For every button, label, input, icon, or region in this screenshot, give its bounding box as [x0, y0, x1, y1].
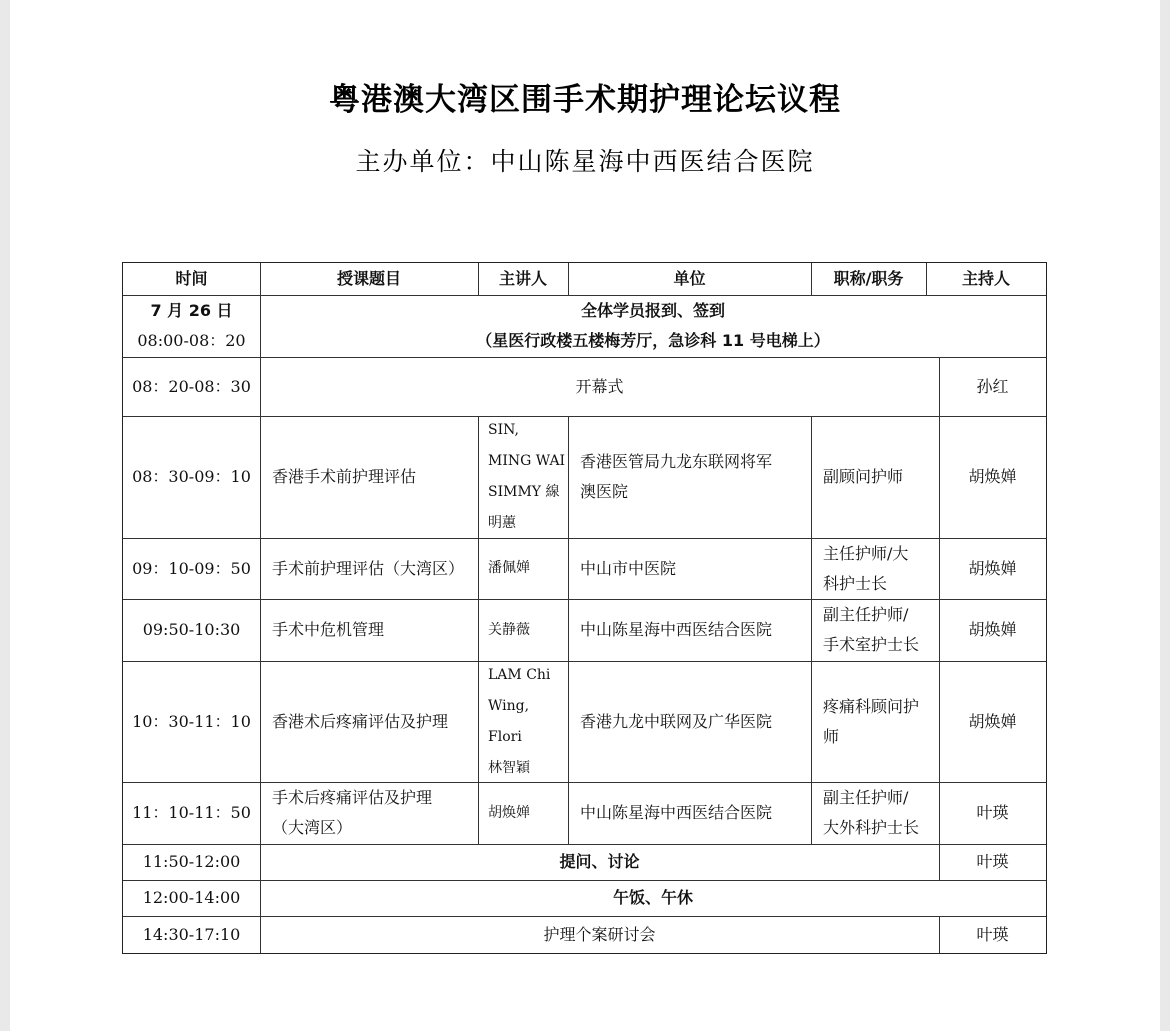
- case-host: 叶瑛: [976, 924, 1009, 944]
- document-title: 粤港澳大湾区围手术期护理论坛议程: [329, 82, 841, 118]
- session-position-lines: [823, 600, 919, 660]
- session-position-line: 副主任护师/: [823, 605, 909, 624]
- header-organization: 单位: [673, 269, 706, 288]
- session-organization: [568, 782, 811, 844]
- session-speaker-line: Wing,: [488, 697, 530, 714]
- session-organization: [568, 538, 811, 599]
- session-speaker-line: SIN,: [488, 422, 519, 438]
- session-time: 09：10-09：50: [132, 558, 251, 578]
- session-organization-lines: [580, 615, 772, 645]
- session-position-lines: [823, 539, 908, 599]
- session-position-line: 副顾问护师: [823, 467, 904, 486]
- session-topic-lines: [272, 707, 448, 737]
- session-time: 10：30-11：10: [132, 711, 251, 731]
- session-host: 胡焕婵: [968, 558, 1017, 578]
- session-topic-line: 手术中危机管理: [272, 620, 385, 639]
- session-host: 胡焕婵: [968, 620, 1017, 639]
- session-speaker: [478, 782, 568, 844]
- session-topic-line: （大湾区）: [272, 818, 353, 837]
- session-topic: [260, 782, 478, 844]
- session-time: 08：30-09：10: [132, 467, 251, 486]
- opening-host: 孙红: [976, 376, 1009, 396]
- session-speaker: [478, 599, 568, 661]
- session-position: [811, 416, 939, 538]
- session-organization: [568, 416, 811, 538]
- registration-time: 08:00-08：20: [137, 331, 246, 350]
- discussion-label: 提问、讨论: [559, 852, 640, 871]
- session-topic-line: 手术后疼痛评估及护理: [272, 788, 433, 807]
- registration-line2: （星医行政楼五楼梅芳厅，急诊科 11 号电梯上）: [476, 331, 830, 350]
- session-organization-lines: [580, 707, 772, 737]
- session-speaker: [478, 661, 568, 782]
- session-position-lines: [823, 783, 919, 843]
- session-position-line: 师: [823, 726, 840, 746]
- session-host: 胡焕婵: [968, 467, 1017, 486]
- session-topic: [260, 661, 478, 782]
- session-organization: [568, 599, 811, 661]
- lunch-label: 午饭、午休: [612, 888, 693, 907]
- agenda-table: [122, 262, 1047, 954]
- registration-line1: 全体学员报到、签到: [580, 301, 725, 320]
- document-subtitle: 主办单位：中山陈星海中西医结合医院: [355, 147, 815, 176]
- case-label: 护理个案研讨会: [543, 924, 656, 944]
- session-position: [811, 538, 939, 599]
- registration-time-cell: [123, 295, 260, 357]
- session-speaker-line: MING WAI: [488, 453, 566, 469]
- session-organization-lines: [580, 798, 772, 828]
- session-organization-line: 中山市中医院: [580, 558, 677, 578]
- session-speaker-lines: [488, 415, 565, 539]
- session-speaker-line: 关静薇: [488, 621, 530, 638]
- session-organization-lines: [580, 447, 772, 507]
- session-organization-line: 香港医管局九龙东联网将军: [580, 452, 773, 471]
- opening-time: 08：20-08：30: [132, 376, 251, 396]
- session-speaker-lines: [488, 615, 530, 646]
- session-topic-lines: [272, 615, 384, 645]
- session-speaker-line: 胡焕婵: [488, 804, 530, 821]
- session-speaker-line: 潘佩婵: [488, 560, 530, 576]
- session-speaker: [478, 538, 568, 599]
- session-position-line: 手术室护士长: [823, 635, 920, 654]
- session-organization-line: 香港九龙中联网及广华医院: [580, 711, 773, 731]
- session-topic-lines: [272, 554, 464, 584]
- session-speaker-line: SIMMY 線: [488, 484, 560, 500]
- header-topic: 授课题目: [336, 269, 401, 288]
- session-position-line: 科护士长: [823, 573, 888, 593]
- session-speaker-line: LAM Chi: [488, 666, 551, 683]
- session-organization-line: 中山陈星海中西医结合医院: [580, 620, 773, 639]
- session-time: 11：10-11：50: [132, 803, 251, 822]
- session-organization-line: 澳医院: [580, 482, 629, 501]
- header-host: 主持人: [961, 269, 1010, 288]
- header-position: 职称/职务: [833, 269, 904, 288]
- session-topic-lines: [272, 462, 416, 492]
- session-speaker: [478, 416, 568, 538]
- session-position-lines: [823, 692, 919, 752]
- session-speaker-line: 林智穎: [488, 759, 530, 776]
- session-topic-lines: [272, 783, 432, 843]
- session-topic: [260, 538, 478, 599]
- session-speaker-lines: [488, 553, 530, 584]
- session-speaker-lines: [488, 660, 550, 784]
- case-time: 14:30-17:10: [142, 924, 241, 944]
- session-topic-line: 香港手术前护理评估: [272, 467, 417, 486]
- session-speaker-line: Flori: [488, 728, 522, 745]
- opening-label: 开幕式: [575, 376, 624, 396]
- header-speaker: 主讲人: [498, 269, 547, 288]
- lunch-time: 12:00-14:00: [142, 888, 241, 907]
- discussion-host: 叶瑛: [976, 852, 1009, 871]
- session-position-lines: [823, 462, 903, 492]
- session-position-line: 副主任护师/: [823, 788, 909, 807]
- session-topic: [260, 416, 478, 538]
- session-organization-lines: [580, 554, 676, 584]
- session-position: [811, 661, 939, 782]
- discussion-time: 11:50-12:00: [142, 852, 241, 871]
- session-organization-line: 中山陈星海中西医结合医院: [580, 803, 773, 822]
- session-speaker-line: 明蕙: [488, 515, 516, 531]
- header-time: 时间: [175, 269, 208, 288]
- session-position-line: 大外科护士长: [823, 818, 920, 837]
- session-position-line: 主任护师/大: [823, 543, 909, 563]
- registration-date: 7 月 26 日: [150, 301, 233, 320]
- session-position-line: 疼痛科顾问护: [823, 696, 920, 716]
- session-time: 09:50-10:30: [142, 620, 241, 639]
- session-position: [811, 599, 939, 661]
- session-host: 胡焕婵: [968, 711, 1017, 731]
- session-organization: [568, 661, 811, 782]
- session-topic-line: 香港术后疼痛评估及护理: [272, 711, 449, 731]
- session-topic-line: 手术前护理评估（大湾区）: [272, 558, 465, 578]
- session-position: [811, 782, 939, 844]
- session-topic: [260, 599, 478, 661]
- session-host: 叶瑛: [976, 803, 1009, 822]
- session-speaker-lines: [488, 798, 530, 829]
- registration-note: [260, 295, 1046, 357]
